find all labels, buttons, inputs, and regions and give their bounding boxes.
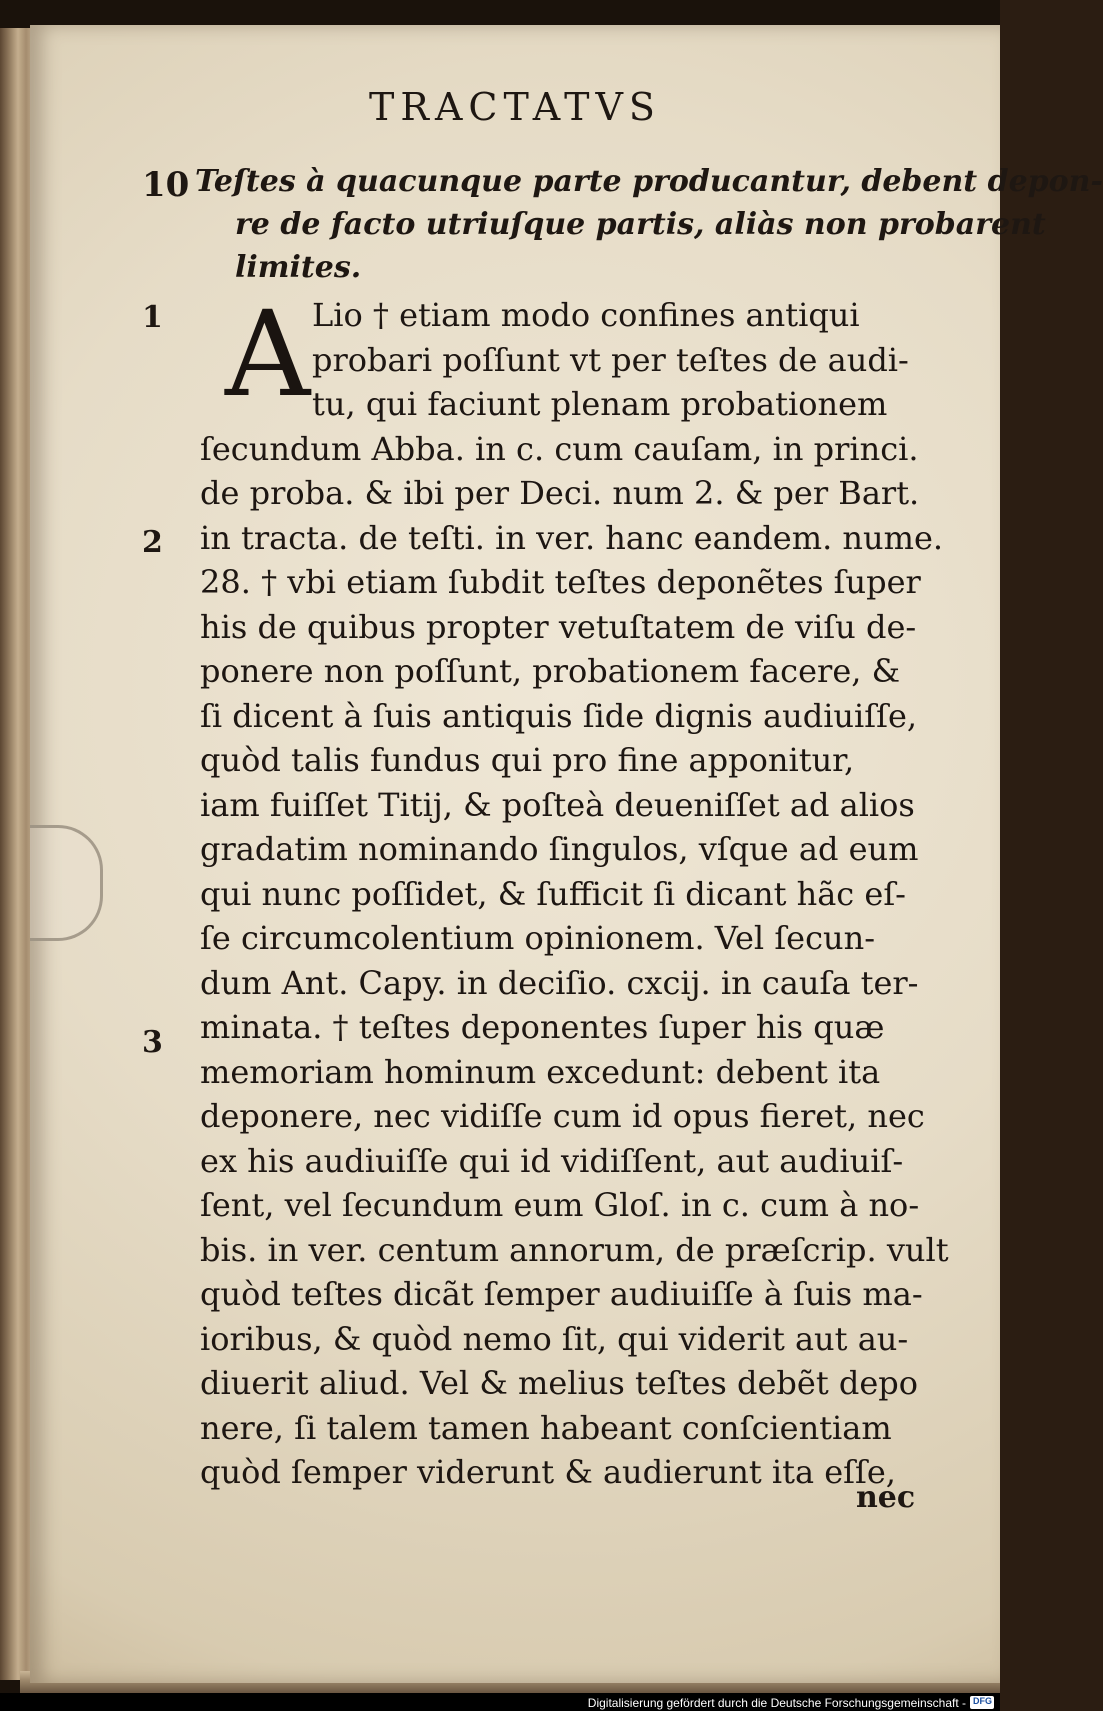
marginal-number-2: 2 (142, 525, 163, 560)
body-line: ſecundum Abba. in c. cum cauſam, in princi. (200, 429, 919, 468)
page-number: 10 (142, 165, 190, 205)
body-line: diuerit aliud. Vel & melius teſtes debẽt depo (200, 1364, 919, 1402)
body-line: deponere, nec vidiſſe cum id opus fieret, nec (200, 1097, 925, 1135)
body-line: ex his audiuiſſe qui id vidiſſent, aut audiuiſ- (200, 1141, 904, 1180)
body-line: ſi dicent à ſuis antiquis ſide dignis audiuiſſe, (200, 696, 918, 735)
body-line: nere, ſi talem tamen habeant conſcientiam (200, 1408, 892, 1447)
book-page (30, 25, 1103, 1683)
body-line: ioribus, & quòd nemo ſit, qui viderit aut au- (200, 1319, 909, 1358)
body-line: de proba. & ibi per Deci. num 2. & per Bart. (200, 474, 920, 512)
body-line: 28. † vbi etiam ſubdit teſtes deponẽtes ſuper (200, 563, 921, 601)
footer-credit-text: Digitalisierung gefördert durch die Deutsche Forschungsgemeinschaft - (587, 1696, 966, 1710)
summary-block (195, 160, 1103, 289)
body-line: quòd teſtes dicãt ſemper audiuiſſe à ſuis ma- (200, 1275, 923, 1313)
body-text (200, 285, 949, 1495)
marginal-number-3: 3 (142, 1025, 163, 1060)
body-line: bis. in ver. centum annorum, de præſcrip. vult (200, 1230, 949, 1269)
running-head: TRACTATVS (369, 85, 661, 129)
body-line: memoriam hominum excedunt: debent ita (200, 1052, 881, 1091)
dfg-logo-text: DFG (973, 1696, 992, 1706)
body-line: gradatim nominando ſingulos, vſque ad eum (200, 830, 919, 868)
summary-line: re de facto utriuſque partis, aliàs non probarent (235, 207, 1046, 242)
body-line: in tracta. de teſti. in ver. hanc eandem. nume. (200, 518, 944, 557)
body-line: qui nunc poſſidet, & ſufficit ſi dicant hãc eſ- (200, 874, 906, 913)
body-line: quòd ſemper viderunt & audierunt ita eſſe, (200, 1453, 896, 1491)
body-line: Lio † etiam modo confines antiqui (312, 296, 860, 334)
marginal-number-1: 1 (142, 300, 163, 335)
drop-cap-initial: A (225, 285, 311, 423)
dfg-logo (970, 1696, 994, 1709)
summary-line: limites. (235, 250, 362, 285)
body-line: ſent, vel ſecundum eum Gloſ. in c. cum à no- (200, 1186, 920, 1224)
body-line: iam fuiſſet Titij, & poſteà deueniſſet ad alios (200, 785, 915, 824)
summary-line: Teſtes à quacunque parte producantur, debent depon- (195, 164, 1103, 199)
body-line: his de quibus propter vetuſtatem de viſu de- (200, 607, 917, 646)
body-line: quòd talis fundus qui pro fine apponitur, (200, 741, 855, 779)
catchword: nec (856, 1480, 916, 1515)
body-line: tu, qui faciunt plenam probationem (312, 385, 888, 423)
footer-strip (0, 1693, 1000, 1711)
body-line: ponere non poſſunt, probationem facere, & (200, 652, 901, 690)
body-line: probari poſſunt vt per teſtes de audi- (312, 340, 909, 379)
bookmark-tab (30, 825, 103, 941)
body-line: ſe circumcolentium opinionem. Vel ſecun- (200, 919, 876, 957)
body-line: dum Ant. Capy. in deciſio. cxcij. in cauſa ter- (200, 963, 919, 1002)
body-line: minata. † teſtes deponentes ſuper his quæ (200, 1008, 885, 1046)
